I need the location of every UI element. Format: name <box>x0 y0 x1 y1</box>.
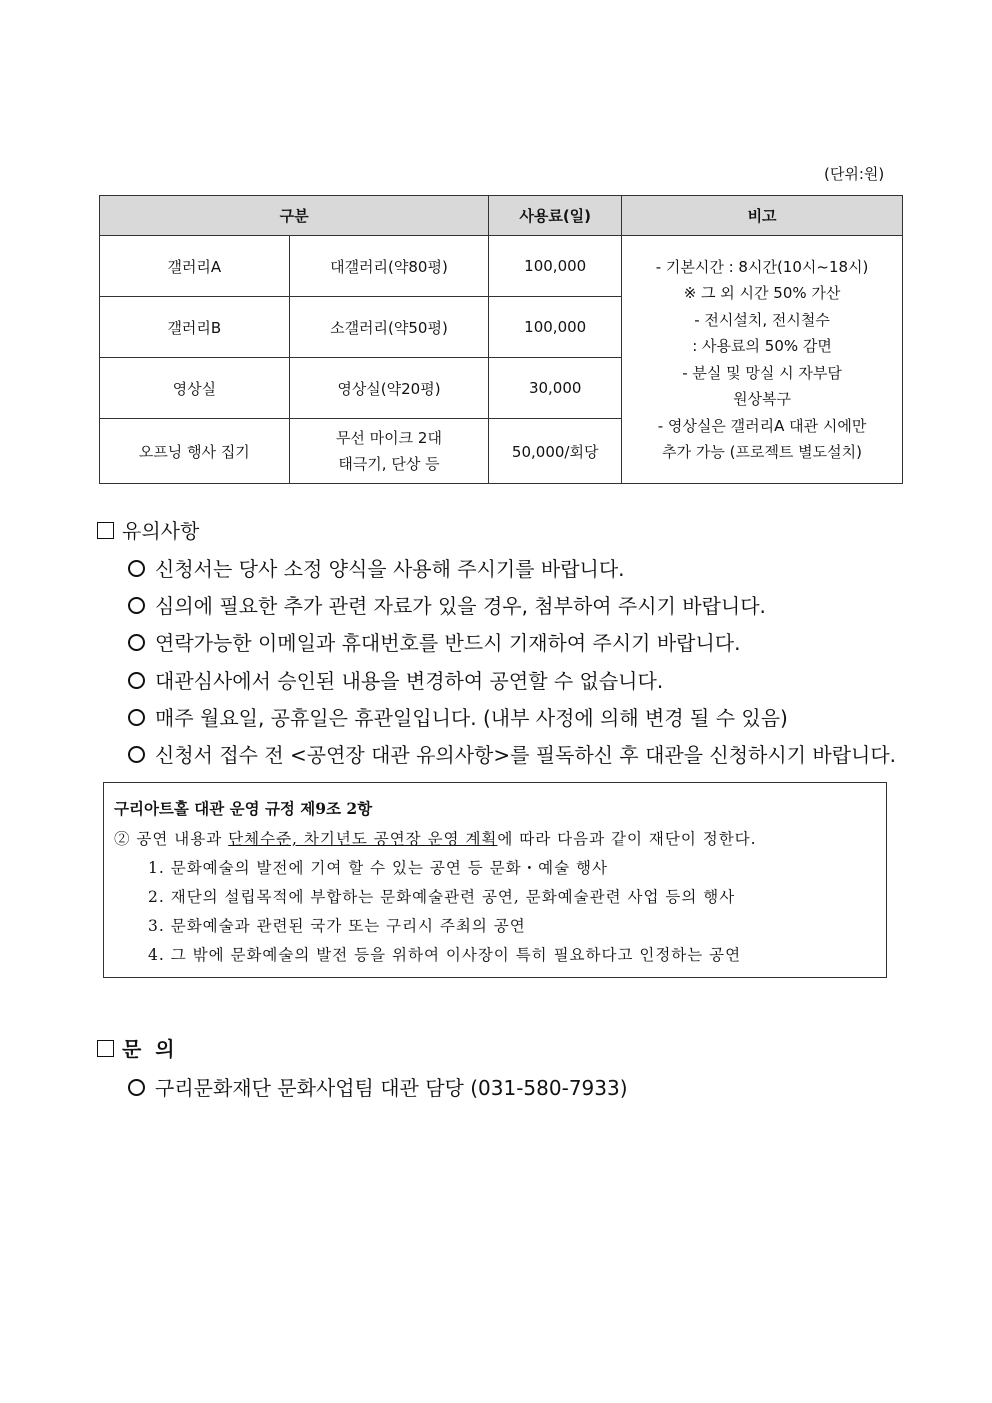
notice-item-text: 심의에 필요한 추가 관련 자료가 있을 경우, 첨부하여 주시기 바랍니다. <box>155 594 766 618</box>
notice-item-text: 연락가능한 이메일과 휴대번호를 반드시 기재하여 주시기 바랍니다. <box>155 631 741 655</box>
cell-fee: 30,000 <box>489 358 622 419</box>
notice-item-text: 매주 월요일, 공휴일은 휴관일입니다. (내부 사정에 의해 변경 될 수 있음) <box>155 706 788 730</box>
cell-space: 갤러리B <box>100 297 290 358</box>
notice-item-text: 신청서 접수 전 <공연장 대관 유의사항>를 필독하신 후 대관을 신청하시기 바랍니다. <box>155 743 897 767</box>
contact-item-text: 구리문화재단 문화사업팀 대관 담당 (031-580-7933) <box>155 1076 628 1100</box>
header-note: 비고 <box>622 196 903 236</box>
cell-note <box>622 236 903 484</box>
cell-fee: 100,000 <box>489 236 622 297</box>
note-line: ※ 그 외 시간 50% 가산 <box>683 284 841 302</box>
rule-intro-underline: 단체수준, 차기년도 공연장 운영 계획 <box>228 830 498 848</box>
note-line: - 기본시간 : 8시간(10시~18시) <box>655 257 869 276</box>
circle-bullet-icon <box>128 1079 145 1096</box>
unit-label: (단위:원) <box>824 165 885 183</box>
checkbox-square-icon <box>97 1040 114 1057</box>
detail-line: 무선 마이크 2대 <box>335 429 442 447</box>
notice-item <box>128 665 663 694</box>
cell-fee: 100,000 <box>489 297 622 358</box>
header-fee: 사용료(일) <box>489 196 622 236</box>
notice-heading <box>97 515 199 544</box>
cell-detail <box>289 419 489 484</box>
notice-title: 유의사항 <box>122 519 200 543</box>
rule-item: 4. 그 밖에 문화예술의 발전 등을 위하여 이사장이 특히 필요하다고 인정하는 공연 <box>148 946 742 964</box>
rule-box <box>103 782 887 978</box>
checkbox-square-icon <box>97 522 114 539</box>
contact-item <box>128 1072 628 1101</box>
notice-item <box>128 627 740 656</box>
notice-item-text: 신청서는 당사 소정 양식을 사용해 주시기를 바랍니다. <box>155 557 625 581</box>
note-line: 추가 가능 (프로젝트 별도설치) <box>662 443 862 461</box>
circle-bullet-icon <box>128 597 145 614</box>
circle-bullet-icon <box>128 709 145 726</box>
notice-item <box>128 590 766 619</box>
note-line: 원상복구 <box>733 390 792 408</box>
cell-space: 오프닝 행사 집기 <box>100 419 290 484</box>
rule-title: 구리아트홀 대관 운영 규정 제9조 2항 <box>114 799 373 818</box>
header-category: 구분 <box>100 196 489 236</box>
rule-intro-suffix: 에 따라 다음과 같이 재단이 정한다. <box>497 830 757 848</box>
circle-bullet-icon <box>128 746 145 763</box>
cell-space: 갤러리A <box>100 236 290 297</box>
cell-space: 영상실 <box>100 358 290 419</box>
cell-detail: 대갤러리(약80평) <box>289 236 489 297</box>
rule-intro <box>114 827 757 849</box>
cell-detail: 영상실(약20평) <box>289 358 489 419</box>
rule-item: 3. 문화예술과 관련된 국가 또는 구리시 주최의 공연 <box>148 917 526 935</box>
table-row <box>100 236 903 297</box>
contact-heading <box>97 1033 175 1062</box>
note-line: - 전시설치, 전시철수 <box>694 310 830 329</box>
notice-item-text: 대관심사에서 승인된 내용을 변경하여 공연할 수 없습니다. <box>155 669 664 693</box>
table-header-row <box>100 196 903 236</box>
notice-item <box>128 553 625 582</box>
rule-item: 2. 재단의 설립목적에 부합하는 문화예술관련 공연, 문화예술관련 사업 등의 행사 <box>148 888 736 906</box>
note-line: : 사용료의 50% 감면 <box>692 337 832 355</box>
notice-item <box>128 702 788 731</box>
cell-fee: 50,000/회당 <box>489 419 622 484</box>
circle-bullet-icon <box>128 672 145 689</box>
notice-item <box>128 739 896 768</box>
note-line: - 분실 및 망실 시 자부담 <box>682 363 842 382</box>
rule-item: 1. 문화예술의 발전에 기여 할 수 있는 공연 등 문화・예술 행사 <box>148 859 608 877</box>
detail-line: 태극기, 단상 등 <box>338 455 440 473</box>
contact-title: 문 의 <box>122 1037 175 1061</box>
cell-detail: 소갤러리(약50평) <box>289 297 489 358</box>
rule-intro-prefix: ② 공연 내용과 <box>114 830 229 848</box>
note-line: - 영상실은 갤러리A 대관 시에만 <box>657 416 867 435</box>
circle-bullet-icon <box>128 634 145 651</box>
fee-table <box>99 195 903 484</box>
circle-bullet-icon <box>128 560 145 577</box>
